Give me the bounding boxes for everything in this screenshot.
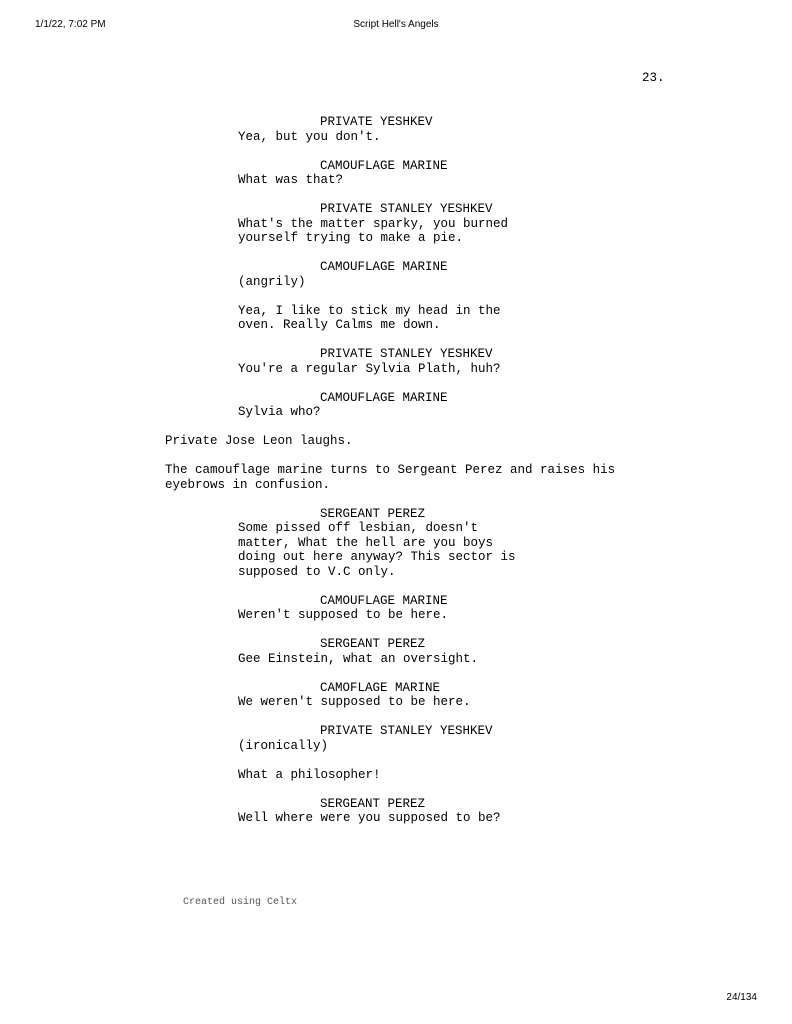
print-footer-page-counter: 24/134 (726, 992, 757, 1003)
script-body (165, 115, 685, 826)
script-character: PRIVATE STANLEY YESHKEV (320, 347, 493, 361)
script-dialogue: We weren't supposed to be here. (238, 695, 471, 709)
script-dialogue: You're a regular Sylvia Plath, huh? (238, 361, 501, 376)
script-character: CAMOUFLAGE MARINE (320, 260, 448, 274)
script-dialogue: Weren't supposed to be here. (238, 608, 449, 622)
celtx-credit: Created using Celtx (183, 897, 298, 908)
script-character: CAMOUFLAGE MARINE (320, 158, 448, 173)
script-character: CAMOUFLAGE MARINE (320, 390, 448, 405)
script-dialogue: Some pissed off lesbian, doesn't matter, What the hell are you boys doing out here anyway? This sector is supposed to V.C only. (238, 521, 516, 579)
script-character: PRIVATE STANLEY YESHKEV (320, 724, 493, 738)
script-dialogue: Yea, but you don't. (238, 129, 381, 144)
script-dialogue: What was that? (238, 173, 344, 187)
script-dialogue: Well where were you supposed to be? (238, 811, 501, 825)
script-dialogue: What's the matter sparky, you burned yourself trying to make a pie. (238, 216, 509, 245)
script-character: SERGEANT PEREZ (320, 796, 426, 811)
script-parenthetical: (angrily) (238, 274, 306, 289)
script-action: The camouflage marine turns to Sergeant Perez and raises his eyebrows in confusion. (165, 463, 616, 492)
script-character: PRIVATE STANLEY YESHKEV (320, 202, 493, 216)
script-character: SERGEANT PEREZ (320, 506, 426, 521)
script-parenthetical: (ironically) (238, 738, 329, 753)
script-character: CAMOFLAGE MARINE (320, 680, 441, 695)
print-header-datetime: 1/1/22, 7:02 PM (35, 19, 106, 30)
script-dialogue: Sylvia who? (238, 405, 321, 419)
script-dialogue: Yea, I like to stick my head in the oven. Really Calms me down. (238, 303, 501, 332)
script-character: SERGEANT PEREZ (320, 637, 426, 651)
page-number: 23. (642, 71, 665, 85)
print-header-title: Script Hell's Angels (353, 19, 439, 30)
script-character: PRIVATE YESHKEV (320, 115, 433, 129)
script-character: CAMOUFLAGE MARINE (320, 593, 448, 608)
script-dialogue: What a philosopher! (238, 767, 381, 782)
script-action: Private Jose Leon laughs. (165, 434, 353, 448)
script-dialogue: Gee Einstein, what an oversight. (238, 651, 479, 666)
